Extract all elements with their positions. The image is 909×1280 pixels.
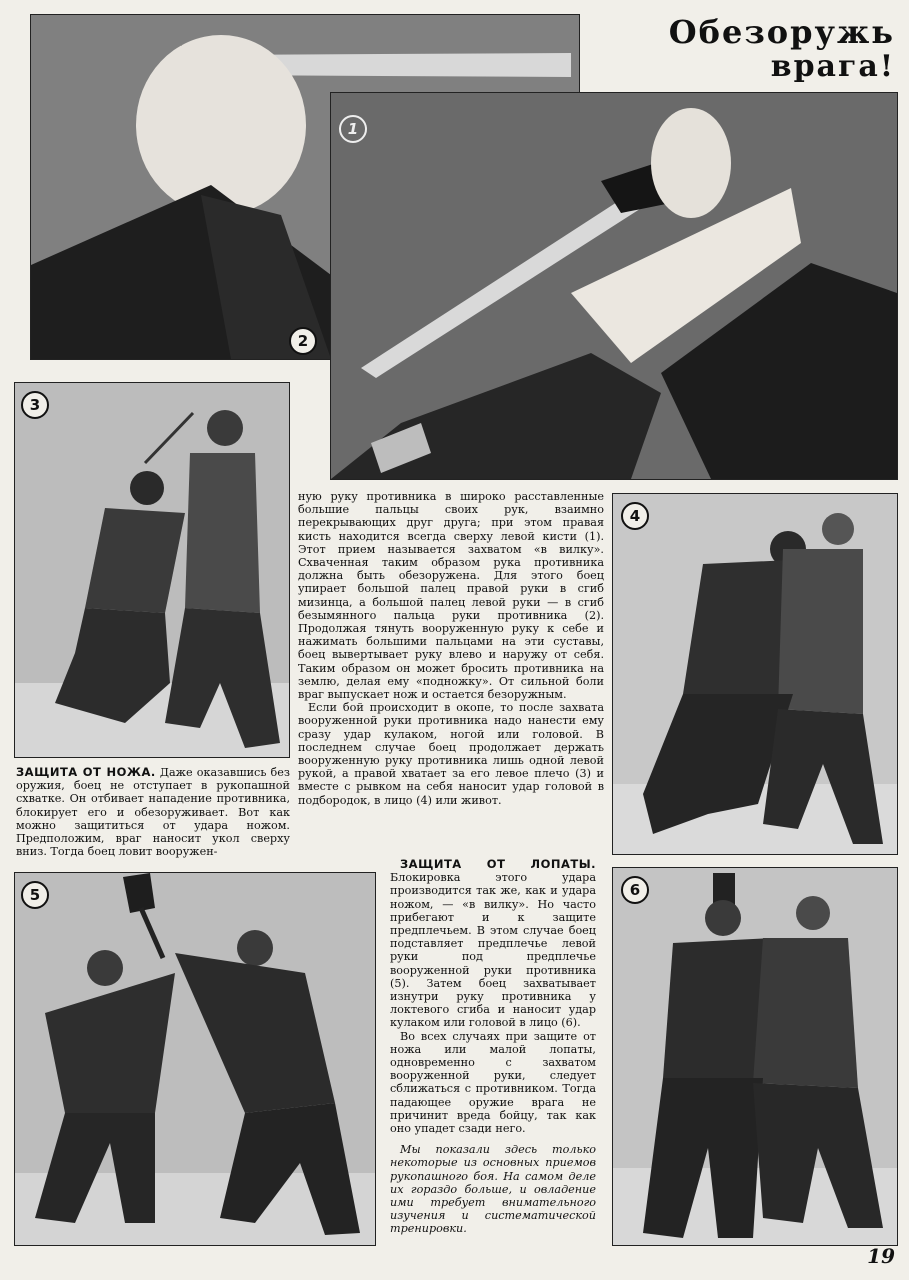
title-line-1: Обезоружь	[668, 13, 895, 51]
knife-section-paragraph-1: ную руку противника в широко расставленные большие пальцы своих рук, взаимно перекрывающих друг друга; при этом правая кисть находится всегда сверху левой кисти (1). Этот прием называется захватом «в вилку». Схваченная таким образом рука противника должна быть обезоружена. Для этого боец упирает большой палец правой руки в сгиб мизинца, а большой палец левой руки — в сгиб безымянного пальца руки противника (2). Продолжая тянуть вооруженную руку к себе и нажимать большими пальцами на эти суставы, боец вывертывает руку влево и наружу от себя. Таким образом он может бросить противника на землю, делая ему «подножку». От сильной боли враг выпускает нож и остается безоружным.	[298, 490, 604, 702]
photo-4-illustration	[613, 494, 897, 854]
shovel-section-heading: ЗАЩИТА ОТ ЛОПАТЫ.	[400, 857, 596, 871]
figure-label-3: 3	[21, 391, 49, 419]
photo-1-fork-grip	[330, 92, 898, 480]
figure-label-4: 4	[621, 502, 649, 530]
photo-6-inner-grab-strike	[612, 867, 898, 1246]
shovel-section-paragraph-2: Во всех случаях при защите от ножа или малой лопаты, одновременно с захватом вооруженной руки, следует сближаться с противником. Тогда падающее оружие врага не причинит вреда бойцу, так как оно упадет сзади него.	[390, 1029, 596, 1136]
shovel-section-paragraph-1: Блокировка этого удара производится так же, как и удара ножом, — «в вилку». Но часто прибегают и к защите предплечьем. В этом случае боец подставляет предплечье левой руки под предплечье вооруженной руки противника (5). Затем боец захватывает изнутри руку противника у локтевого сгиба и наносит удар кулаком или головой в лицо (6).	[390, 871, 596, 1030]
figure-label-6: 6	[621, 876, 649, 904]
figure-label-2: 2	[289, 327, 317, 355]
page-number: 19	[867, 1244, 895, 1268]
photo-5-illustration	[15, 873, 375, 1245]
figure-label-1: 1	[339, 115, 367, 143]
knife-section-intro-text: Даже оказавшись без оружия, боец не отступает в рукопашной схватке. Он отбивает нападение противника, блокирует его и обезоруживает. Вот как можно защититься от удара ножом. Предположим, враг наносит укол сверху вниз. Тогда боец ловит вооружен-	[16, 766, 291, 859]
knife-section-heading: ЗАЩИТА ОТ НОЖА.	[16, 765, 156, 779]
photo-6-illustration	[613, 868, 897, 1245]
knife-section-paragraph-2: Если бой происходит в окопе, то после захвата вооруженной руки противника надо нанести ему сразу удар кулаком, ногой или головой. В последнем случае боец продолжает держать вооруженную руку противника лишь одной левой рукой, а правой хватает за его левое плечо (3) и вместе с рывком на себя наносит удар головой в подбородок, в лицо (4) или живот.	[298, 701, 604, 807]
figure-label-5: 5	[21, 881, 49, 909]
knife-section-intro	[16, 766, 290, 858]
shovel-section	[390, 858, 596, 1236]
photo-3-illustration	[15, 383, 289, 757]
closing-note: Мы показали здесь только некоторые из основных приемов рукопашного боя. На самом деле их гораздо больше, и овладение ими требует внимательного изучения и систематической тренировки.	[390, 1143, 596, 1236]
photo-5-shovel-forearm-block	[14, 872, 376, 1246]
knife-section-body	[298, 490, 604, 807]
photo-1-illustration	[331, 93, 897, 479]
title-line-2: врага!	[770, 49, 895, 84]
photo-3-head-strike-setup	[14, 382, 290, 758]
photo-4-headbutt	[612, 493, 898, 855]
page-title	[669, 14, 895, 84]
